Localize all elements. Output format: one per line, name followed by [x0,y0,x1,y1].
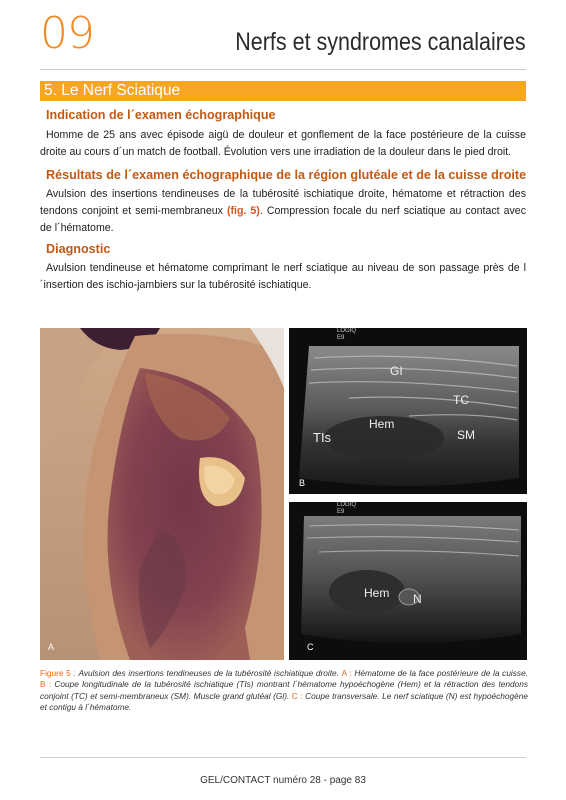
caption-b-label: B : [40,679,55,690]
heading-indication: Indication de l´examen échographique [46,108,276,122]
page-footer: GEL/CONTACT numéro 28 - page 83 [200,775,366,786]
figure-b-probe-text: LOGIQ E9 [337,328,357,341]
figure-b-ultrasound [289,328,527,494]
thigh-photo-illustration [40,328,284,660]
label-tc: TC [453,393,469,407]
section-banner: 5. Le Nerf Sciatique [40,81,526,101]
resultats-text-2: . Compression focale du nerf sciatique au contact avec de l´hématome. [40,205,526,234]
chapter-number: 09 [40,8,94,59]
chapter-title: Nerfs et syndromes canalaires [235,28,526,56]
paragraph-resultats [40,186,526,237]
label-sm: SM [457,428,475,442]
label-n: N [413,592,422,606]
label-hem-b: Hem [369,417,395,431]
figure-a-label: A [48,642,55,652]
figure-c-ultrasound [289,502,527,660]
caption-c-label: C : [291,690,306,701]
paragraph-diagnostic: Avulsion tendineuse et hématome comprimant le nerf sciatique au niveau de son passage près de l´insertion des ischio-jambiers sur la tubérosité ischiatique. [40,262,526,291]
heading-diagnostic: Diagnostic [46,242,111,256]
figure-caption [40,668,528,714]
resultats-text-1: Avulsion des insertions tendineuses de la tubérosité ischiatique droite, hématome et rétraction des tendons conjoint et semi-membraneux [40,188,526,217]
caption-text-3: Coupe longitudinale de la tubérosité ischiatique (TIs) montrant l´hématome hypoéchogène (Hem) et la rétraction des tendons conjoint (TC) et semi-membraneux (SM). Muscle grand glutéal (Gl). [40,679,529,701]
header-divider [40,69,526,70]
label-gi: GI [390,364,403,378]
figure-c-label: C [307,642,314,652]
ultrasound-c-image [289,502,527,660]
heading-resultats: Résultats de l´examen échographique de la région glutéale et de la cuisse droite [46,168,527,182]
caption-text-1: Avulsion des insertions tendineuses de la tubérosité ischiatique droite. [78,668,342,678]
figure-b-label: B [299,478,306,488]
caption-text-4: Coupe transversale. Le nerf sciatique (N) est hypoéchogène et contigu à l´hématome. [40,690,528,713]
label-tis: TIs [313,430,332,445]
figure-reference-link[interactable]: (fig. 5) [226,205,260,217]
footer-divider [40,757,526,758]
label-hem-c: Hem [364,586,390,600]
paragraph-indication: Homme de 25 ans avec épisode aigü de douleur et gonflement de la face postérieure de la cuisse droite au cours d´un match de football. Évolution vers une irradiation de la douleur dans le pied droit. [40,129,526,158]
ultrasound-b-image [289,328,527,494]
figure-a-thigh-photo [40,328,284,660]
figure-c-probe-text: LOGIQ E9 [337,502,357,515]
caption-a-label: A : [341,668,355,678]
caption-fig-label: Figure 5 : [40,668,79,678]
caption-text-2: Hématome de la face postérieure de la cuisse. [354,668,528,678]
